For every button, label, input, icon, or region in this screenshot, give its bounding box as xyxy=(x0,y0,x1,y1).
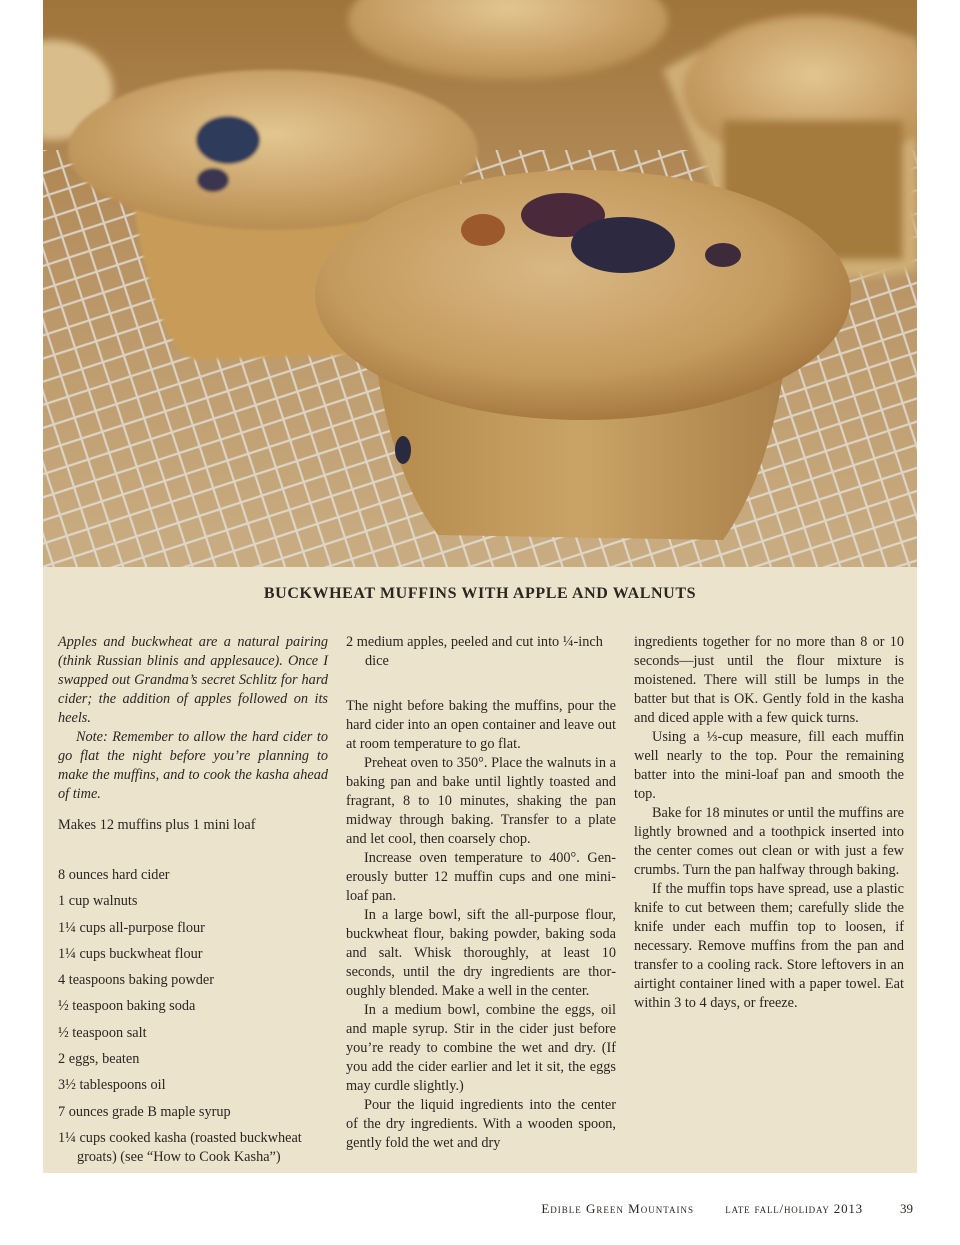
direction-paragraph: Pour the liquid ingredients into the center of the dry ingredients. With a wooden spoon, gently fold the wet and dry xyxy=(346,1097,616,1151)
column-directions-2 xyxy=(634,633,904,1013)
column-directions-1 xyxy=(346,633,616,1153)
ingredient-item: 4 teaspoons baking powder xyxy=(58,972,215,989)
muffin-photo xyxy=(43,0,917,567)
direction-paragraph: In a large bowl, sift the all-purpose flour, buckwheat flour, baking powder, baking soda and salt. Whisk thoroughly, at least 10 seconds, until the dry ingredients are thoroughly blended. Make a well in the center. xyxy=(346,907,616,999)
direction-paragraph: Preheat oven to 350°. Place the walnuts in a baking pan and bake until lightly toasted and fragrant, 8 to 10 minutes, shaking the pan midway through baking. Transfer to a plate and let cool, then coarsely chop. xyxy=(346,755,616,847)
page-number: 39 xyxy=(900,1201,913,1216)
ingredient-item: ½ teaspoon baking soda xyxy=(58,998,196,1015)
ingredient-list xyxy=(58,866,328,1167)
ingredient-item: 7 ounces grade B maple syrup xyxy=(58,1103,231,1120)
recipe-title: BUCKWHEAT MUFFINS WITH APPLE AND WALNUTS xyxy=(263,585,697,602)
ingredient-item: 1¼ cups buckwheat flour xyxy=(58,945,203,962)
direction-paragraph: Using a ⅓-cup measure, fill each muffin well nearly to the top. Pour the remaining batter into the mini-loaf pan and smooth the top. xyxy=(634,729,904,802)
ingredient-item: ½ teaspoon salt xyxy=(58,1024,147,1041)
page-footer xyxy=(43,1201,917,1219)
ingredient-item: 1¼ cups cooked kasha (roasted buckwheat groats) (see “How to Cook Kasha”) xyxy=(58,1129,302,1165)
ingredient-item: 1¼ cups all-purpose flour xyxy=(58,919,205,936)
ingredient-item: 3½ tablespoons oil xyxy=(58,1077,166,1094)
magazine-name: Edible Green Mountains xyxy=(541,1201,694,1216)
recipe-intro xyxy=(58,633,328,804)
direction-paragraph: Increase oven temperature to 400°. Generously butter 12 muffin cups and one mini-loaf pan. xyxy=(346,850,616,904)
direction-paragraph: Bake for 18 minutes or until the muffins are lightly browned and a toothpick inserted into the center comes out clean or with just a few crumbs. Turn the pan halfway through baking. xyxy=(634,805,904,878)
recipe-panel xyxy=(43,567,917,1173)
direction-paragraph: In a medium bowl, combine the eggs, oil and maple syrup. Stir in the cider just before you’re ready to combine the wet and dry. (If you add the cider earlier and let it sit, the eggs may curdle slightly.) xyxy=(346,1002,616,1094)
intro-note: Note: Remember to allow the hard cider to go flat the night before you’re planning to make the muffins, and to cook the kasha ahead of time. xyxy=(58,729,328,802)
ingredient-item: 8 ounces hard cider xyxy=(58,867,170,883)
column-intro-ingredients xyxy=(58,633,328,1174)
recipe-yield: Makes 12 muffins plus 1 mini loaf xyxy=(58,817,256,833)
direction-paragraph-continued: ingredients together for no more than 8 or 10 seconds—just until the flour mixture is moistened. There will still be lumps in the batter but that is OK. Gently fold in the kasha and diced apple with a few quick turns. xyxy=(634,634,904,726)
direction-paragraph: The night before baking the muffins, pour the hard cider into an open container and leave out at room temperature to go flat. xyxy=(346,698,616,752)
ingredient-item-apples: 2 medium apples, peeled and cut into ¼-inch dice xyxy=(346,634,603,669)
intro-paragraph: Apples and buckwheat are a natural pairing (think Russian blinis and applesauce). Once I swapped out Grandma’s secret Schlitz for hard cider; the addition of apples followed on its heels. xyxy=(58,634,328,726)
ingredient-item: 2 eggs, beaten xyxy=(58,1051,140,1068)
muffin-photo-illustration xyxy=(43,0,917,567)
ingredient-item: 1 cup walnuts xyxy=(58,893,138,910)
issue-label: late fall/holiday 2013 xyxy=(725,1201,863,1216)
direction-paragraph: If the muffin tops have spread, use a plastic knife to cut between them; carefully slide the knife under each muffin top to loosen, if necessary. Remove muffins from the pan and transfer to a cooling rack. Store leftovers in an airtight container lined with a paper towel. Eat within 3 to 4 days, or freeze. xyxy=(634,881,904,1011)
